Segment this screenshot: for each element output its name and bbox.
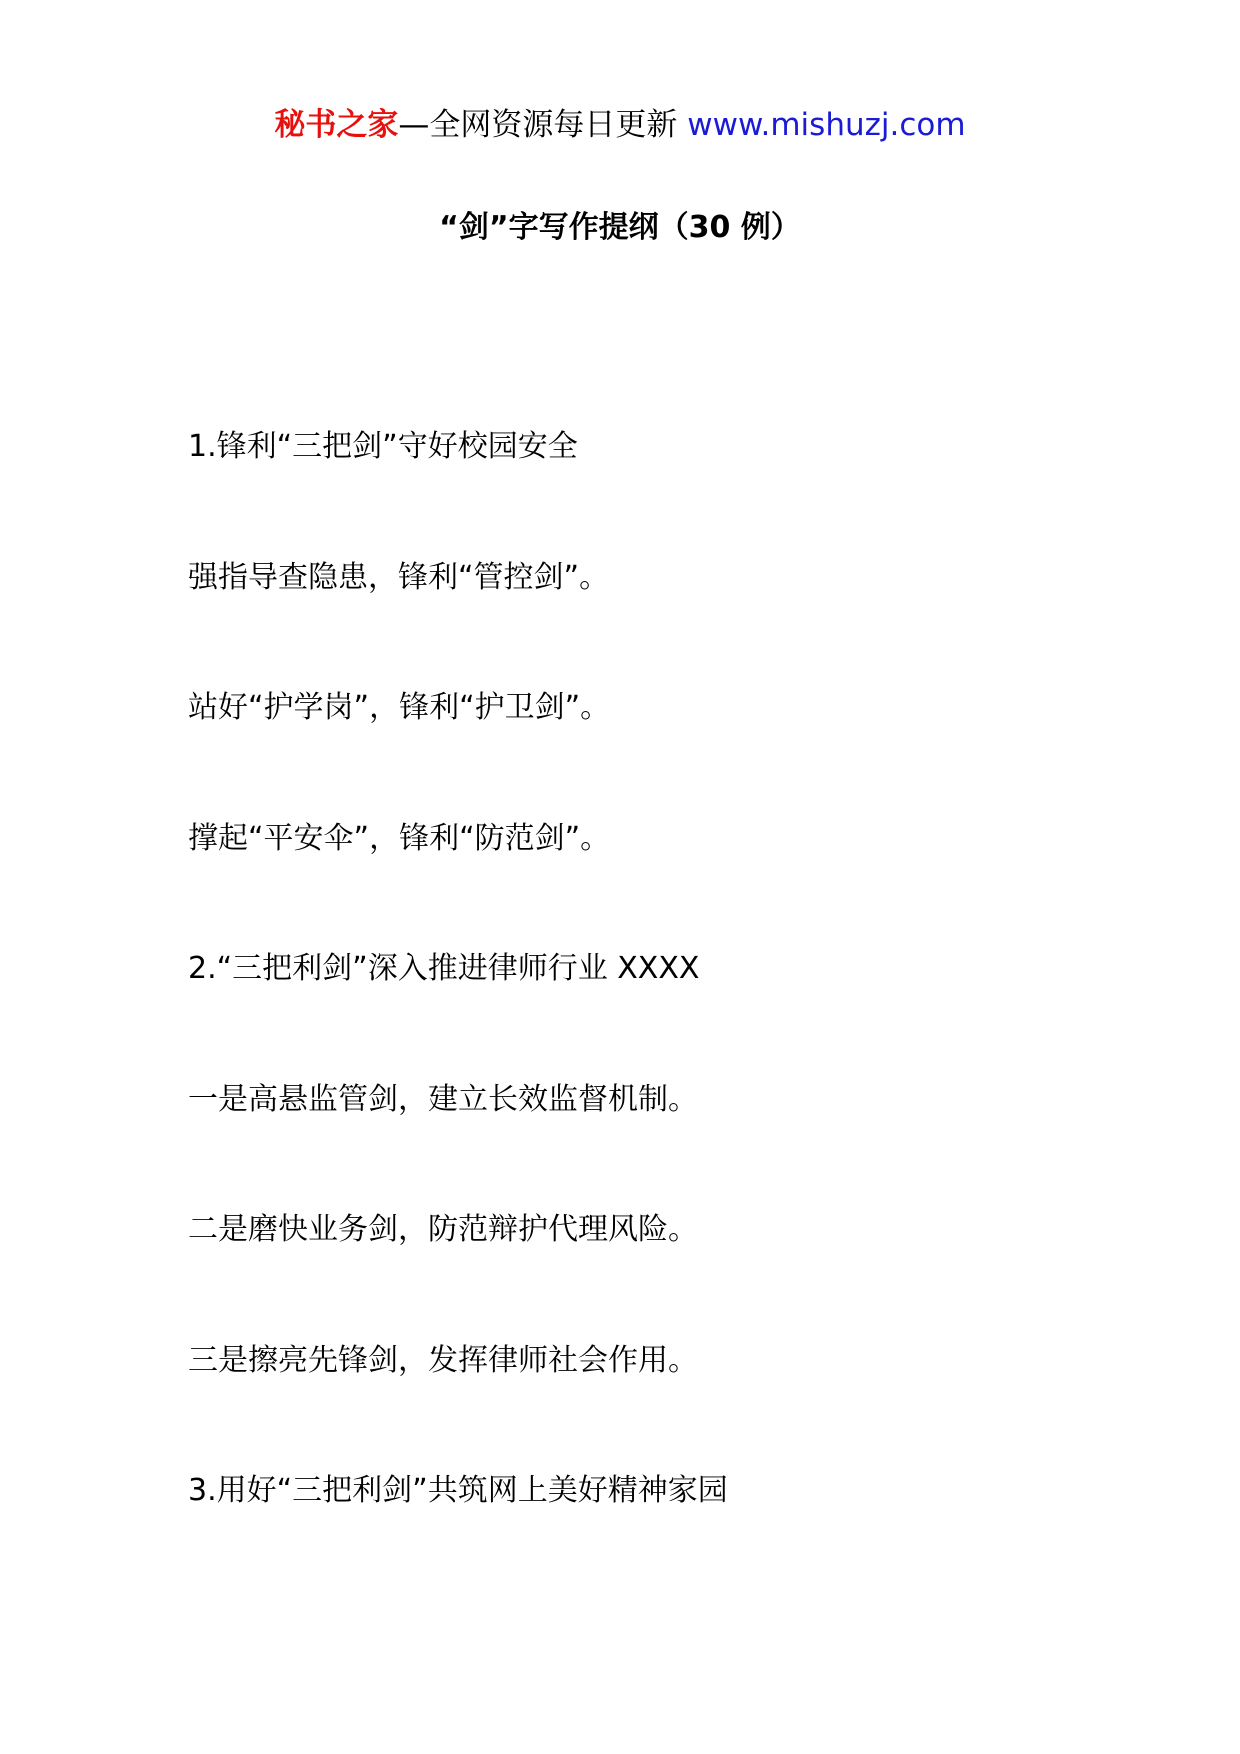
- body-line: 3.用好“三把利剑”共筑网上美好精神家园: [188, 1473, 728, 1508]
- body-line: 二是磨快业务剑，防范辩护代理风险。: [188, 1212, 698, 1247]
- document-title: “剑”字写作提纲（30 例）: [439, 210, 801, 245]
- body-line: 撑起“平安伞”，锋利“防范剑”。: [188, 820, 611, 856]
- brand-name: 秘书之家: [274, 107, 399, 143]
- body-line: 一是高悬监管剑，建立长效监督机制。: [188, 1081, 698, 1117]
- page-header: [0, 100, 1240, 150]
- document-body: [188, 425, 1188, 1600]
- header-tagline: —全网资源每日更新: [398, 107, 688, 143]
- site-url-link[interactable]: www.mishuzj.com: [687, 107, 966, 143]
- body-line: 站好“护学岗”，锋利“护卫剑”。: [188, 690, 611, 725]
- body-line: 三是擦亮先锋剑，发挥律师社会作用。: [188, 1342, 698, 1378]
- body-line: 2.“三把利剑”深入推进律师行业 XXXX: [188, 951, 700, 986]
- body-line: 强指导查隐患，锋利“管控剑”。: [188, 559, 610, 595]
- body-line: 1.锋利“三把剑”守好校园安全: [188, 429, 578, 464]
